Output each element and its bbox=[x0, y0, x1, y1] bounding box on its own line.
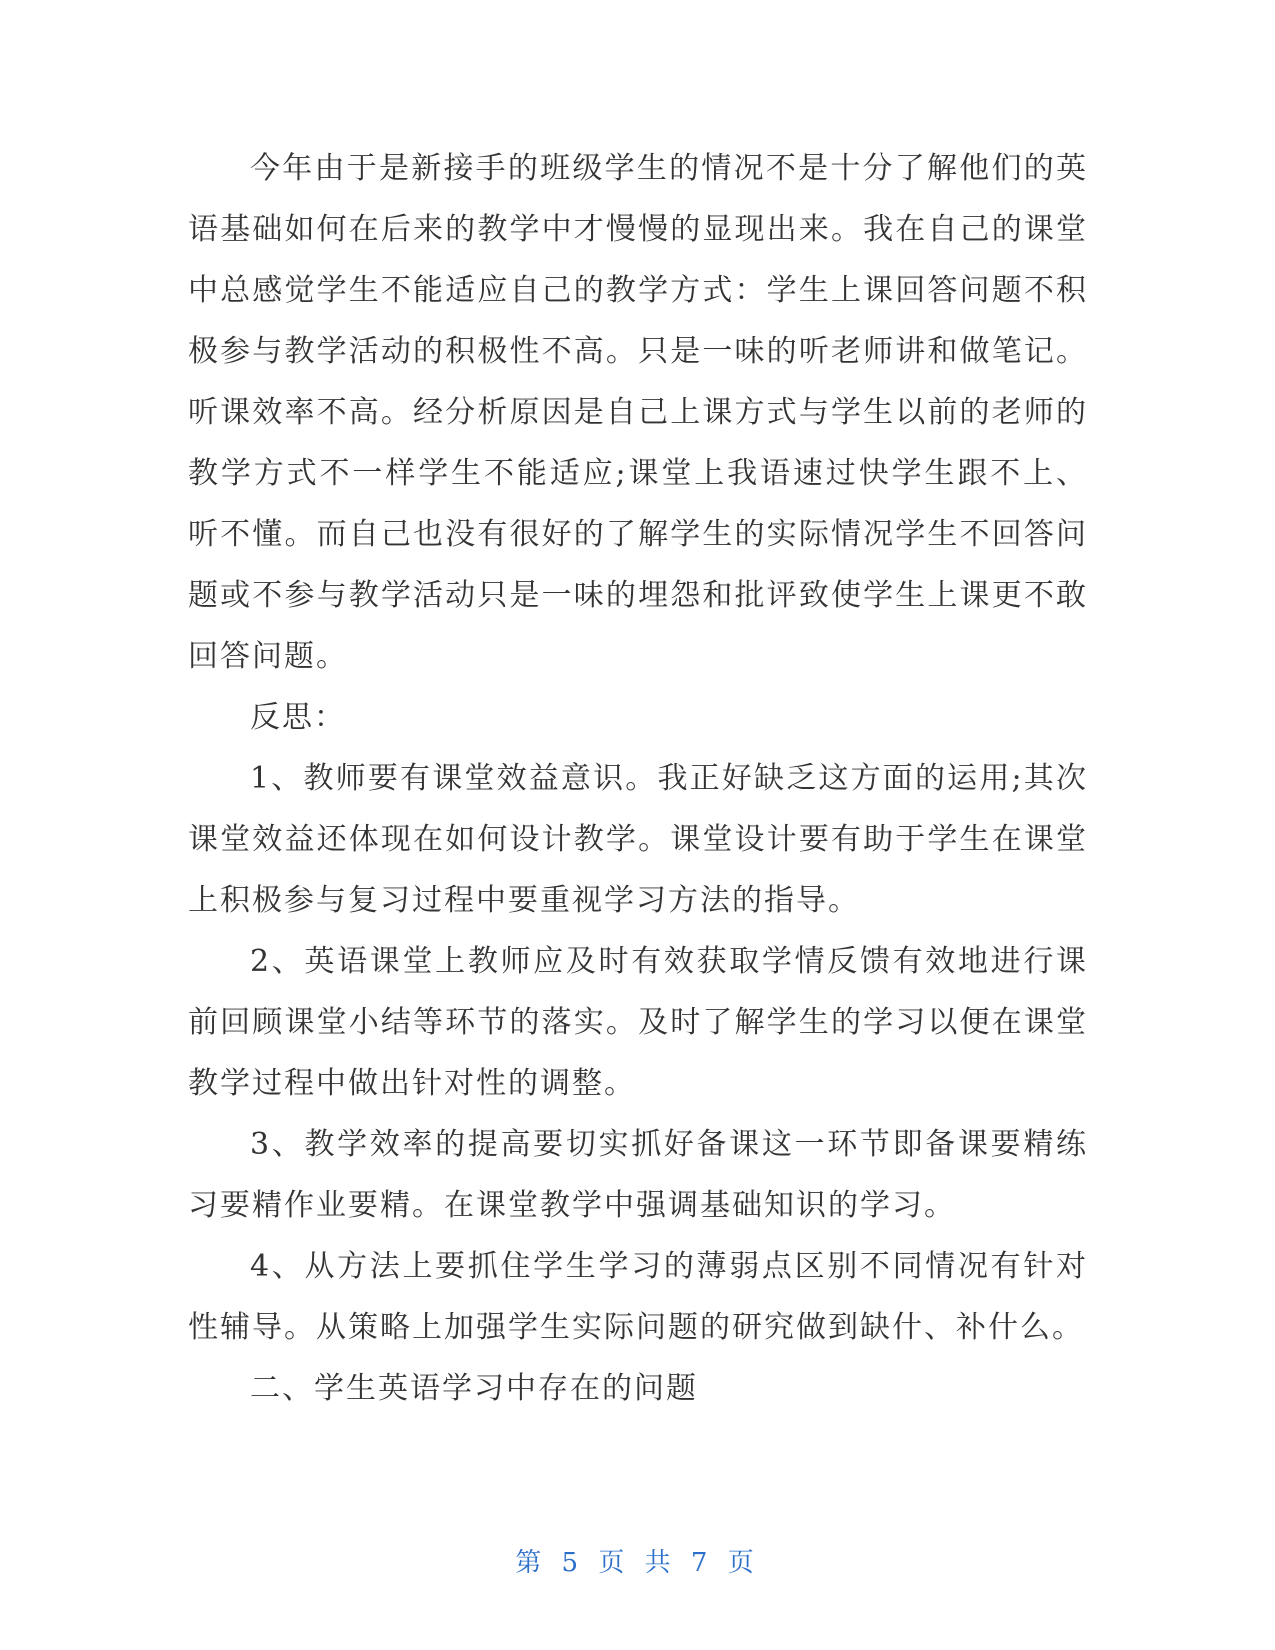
page-number-footer: 第 5 页 共 7 页 bbox=[515, 1548, 760, 1578]
paragraph-point-3: 3、教学效率的提高要切实抓好备课这一环节即备课要精练习要精作业要精。在课堂教学中强调基础知识的学习。 bbox=[188, 1127, 1088, 1223]
paragraph-intro: 今年由于是新接手的班级学生的情况不是十分了解他们的英语基础如何在后来的教学中才慢慢的显现出来。我在自己的课堂中总感觉学生不能适应自己的教学方式：学生上课回答问题不积极参与教学活动的积极性不高。只是一味的听老师讲和做笔记。听课效率不高。经分析原因是自己上课方式与学生以前的老师的教学方式不一样学生不能适应;课堂上我语速过快学生跟不上、听不懂。而自己也没有很好的了解学生的实际情况学生不回答问题或不参与教学活动只是一味的埋怨和批评致使学生上课更不敢回答问题。 bbox=[188, 151, 1088, 674]
paragraph-point-4: 4、从方法上要抓住学生学习的薄弱点区别不同情况有针对性辅导。从策略上加强学生实际问题的研究做到缺什、补什么。 bbox=[188, 1249, 1088, 1345]
paragraph-reflection-heading: 反思： bbox=[250, 700, 346, 735]
document-body bbox=[188, 138, 1088, 1419]
paragraph-point-2: 2、英语课堂上教师应及时有效获取学情反馈有效地进行课前回顾课堂小结等环节的落实。及时了解学生的学习以便在课堂教学过程中做出针对性的调整。 bbox=[188, 944, 1088, 1101]
section-heading-two: 二、学生英语学习中存在的问题 bbox=[250, 1371, 698, 1406]
paragraph-point-1: 1、教师要有课堂效益意识。我正好缺乏这方面的运用;其次课堂效益还体现在如何设计教学。课堂设计要有助于学生在课堂上积极参与复习过程中要重视学习方法的指导。 bbox=[188, 761, 1088, 918]
